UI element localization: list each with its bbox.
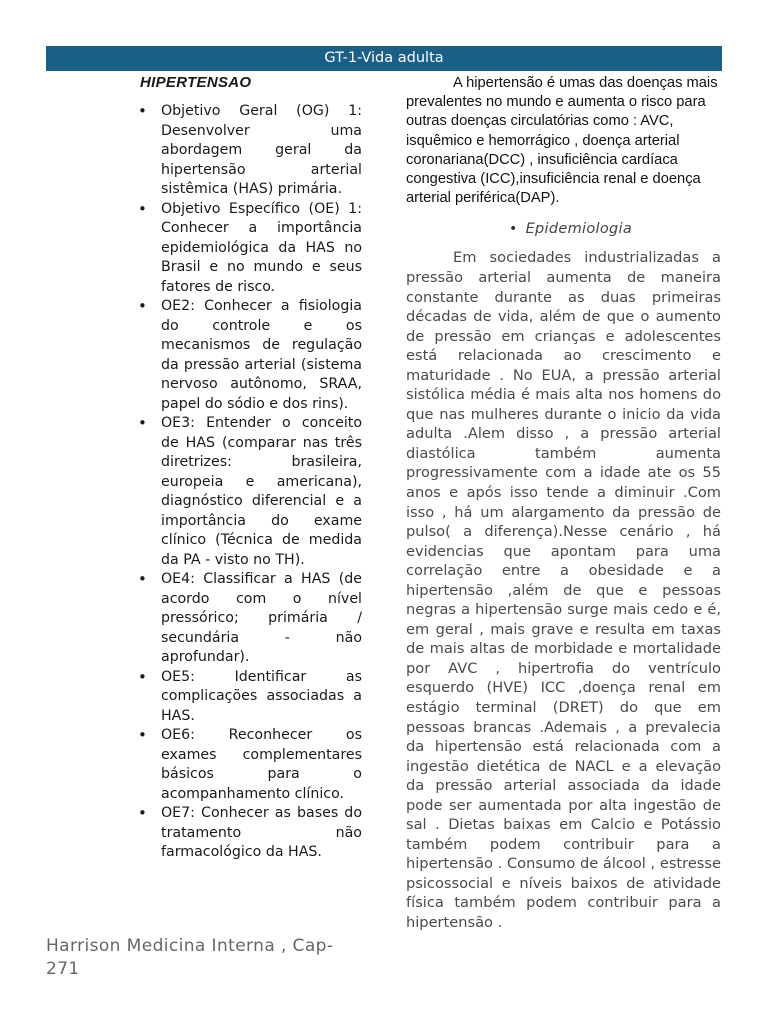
- header-bar: [46, 46, 722, 71]
- bullet-icon: •: [138, 297, 147, 315]
- objective-item: [140, 726, 362, 804]
- section-title: HIPERTENSAO: [140, 74, 252, 91]
- subheading-text: Epidemiologia: [525, 221, 633, 238]
- objective-item: [140, 570, 362, 668]
- objective-text: Objetivo Específico (OE) 1: Conhecer a importância epidemiológica da HAS no Brasil e no mundo e seus fatores de risco.: [161, 200, 362, 295]
- bullet-icon: •: [138, 667, 147, 686]
- objective-text: OE2: Conhecer a fisiologia do controle e os mecanismos de regulação da pressão arterial (sistema nervoso autônomo, SRAA, papel do sódio e dos rins).: [161, 298, 362, 412]
- bullet-icon: •: [138, 726, 147, 744]
- objective-item: [140, 102, 362, 200]
- objective-text: OE3: Entender o conceito de HAS (comparar nas três diretrizes: brasileira, europeia e americana), diagnóstico diferencial e a importância do exame clínico (Técnica de medida da PA - visto no TH).: [161, 415, 362, 568]
- objective-text: Objetivo Geral (OG) 1: Desenvolver uma abordagem geral da hipertensão arterial sistêmica (HAS) primária.: [161, 103, 362, 197]
- objective-text: OE4: Classificar a HAS (de acordo com o nível pressórico; primária / secundária - não aprofundar).: [161, 571, 362, 665]
- reference-citation: Harrison Medicina Interna , Cap-271: [46, 936, 334, 979]
- objective-item: [140, 804, 362, 863]
- objective-item: [140, 200, 362, 298]
- epidemiology-paragraph: Em sociedades industrializadas a pressão arterial aumenta de maneira constante durante as duas primeiras décadas de vida, além de que o aumento de pressão em crianças e adolescentes está relacionada ao crescimento e maturidade . No EUA, a pressão arterial sistólica média é mais alta nos homens do que nas mulheres durante o inicio da vida adulta .Alem disso , a pressão arterial diastólica também aumenta progressivamente com a idade ate os 55 anos e após isso tende a diminuir .Com isso , há um alargamento da pressão de pulso( a diferença).Nesse cenário , há evidencias que apontam para uma correlação entre a obesidade e a hipertensão ,além de que e pessoas negras a hipertensão surge mais cedo e é, em geral , mais grave e resulta em taxas de mais altas de morbidade e mortalidade por AVC , hipertrofia do ventrículo esquerdo (HVE) ICC ,doença renal em estágio terminal (DRET) do que em pessoas brancas .Ademais , a prevalecia da hipertensão está relacionada com a ingestão dietética de NACL e a elevação da pressão arterial associada da idade pode ser aumentada por alta ingestão de sal . Dietas baixas em Calcio e Potássio também podem contribuir para a hipertensão . Consumo de álcool , estresse psicossocial e níveis baixos de atividade física também podem contribuir para a hipertensão .: [406, 249, 721, 932]
- objective-item: [140, 414, 362, 570]
- objective-item: [140, 668, 362, 727]
- objectives-list: [140, 102, 362, 863]
- bullet-icon: •: [138, 199, 147, 218]
- bullet-icon: •: [138, 414, 147, 432]
- bullet-icon: •: [138, 570, 147, 588]
- objectives-column: [140, 74, 362, 863]
- bullet-icon: •: [509, 221, 518, 238]
- objective-text: OE7: Conhecer as bases do tratamento não farmacológico da HAS.: [161, 805, 362, 860]
- text-column: [406, 74, 721, 933]
- intro-paragraph: A hipertensão é umas das doenças mais prevalentes no mundo e aumenta o risco para outras doenças circulatórias como : AVC, isquêmico e hemorrágico , doença arterial coronariana(DCC) , insuficiência cardíaca congestiva (ICC),insuficiência renal e doença arterial periférica(DAP).: [406, 75, 718, 207]
- objective-text: OE5: Identificar as complicações associadas a HAS.: [161, 668, 362, 724]
- epidemiology-heading: [406, 219, 721, 239]
- header-title: GT-1-Vida adulta: [324, 50, 444, 66]
- objective-item: [140, 297, 362, 414]
- bullet-icon: •: [138, 804, 147, 822]
- objective-text: OE6: Reconhecer os exames complementares básicos para o acompanhamento clínico.: [161, 727, 362, 802]
- bullet-icon: •: [138, 102, 147, 120]
